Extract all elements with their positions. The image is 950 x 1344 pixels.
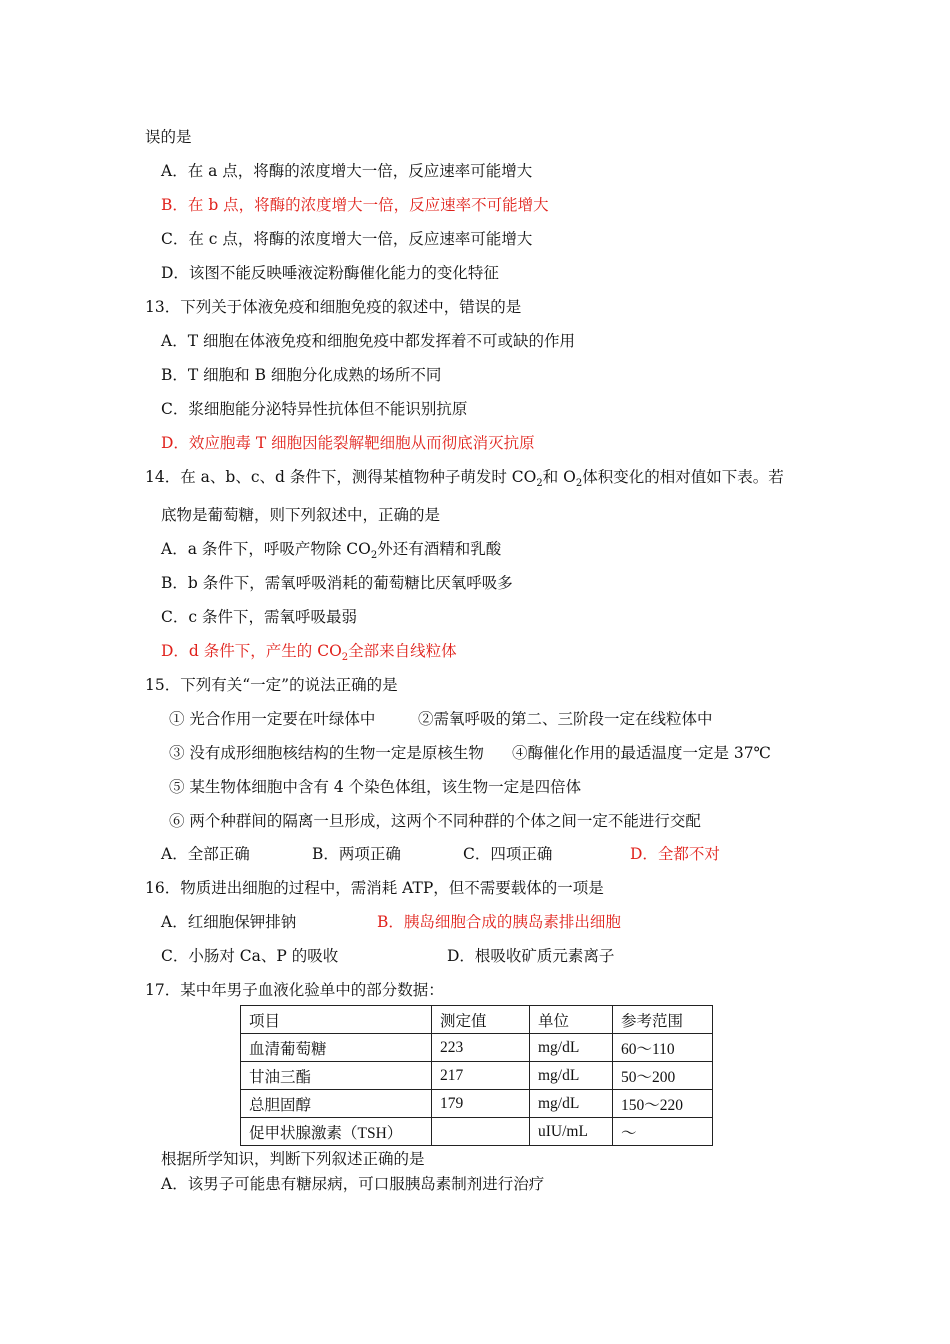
- q15-statement-5: ⑤ 某生物体细胞中含有 4 个染色体组，该生物一定是四倍体: [169, 778, 582, 796]
- table-cell: 217: [432, 1062, 530, 1090]
- q14-option-c: C．c 条件下，需氧呼吸最弱: [161, 608, 357, 626]
- q15-statement-1: ① 光合作用一定要在叶绿体中: [169, 710, 376, 728]
- table-cell: uIU/mL: [530, 1118, 613, 1146]
- q14-option-b: B．b 条件下，需氧呼吸消耗的葡萄糖比厌氧呼吸多: [161, 574, 513, 592]
- table-cell: 血清葡萄糖: [241, 1034, 432, 1062]
- q15-statement-3: ③ 没有成形细胞核结构的生物一定是原核生物: [169, 744, 484, 762]
- q14-stem-line2: 底物是葡萄糖，则下列叙述中，正确的是: [161, 506, 441, 524]
- q17-stem: 17．某中年男子血液化验单中的部分数据：: [145, 981, 444, 999]
- table-cell: [432, 1118, 530, 1146]
- q16-stem: 16．物质进出细胞的过程中，需消耗 ATP，但不需要载体的一项是: [145, 879, 604, 897]
- table-cell: mg/dL: [530, 1062, 613, 1090]
- q13-option-c: C．浆细胞能分泌特异性抗体但不能识别抗原: [161, 400, 468, 418]
- q14-option-d-answer: [161, 641, 457, 664]
- table-header-cell: 单位: [530, 1006, 613, 1034]
- q12-option-a: A．在 a 点，将酶的浓度增大一倍，反应速率可能增大: [161, 162, 533, 180]
- q14-a-part: A．a 条件下，呼吸产物除 CO: [161, 540, 371, 558]
- blood-test-table: [240, 1005, 713, 1146]
- table-cell: 促甲状腺激素（TSH）: [241, 1118, 432, 1146]
- q15-stem: 15．下列有关“一定”的说法正确的是: [145, 676, 398, 694]
- q14-d-part: D．d 条件下，产生的 CO: [161, 642, 342, 660]
- q15-option-a: A．全部正确: [161, 845, 250, 863]
- subscript: 2: [341, 652, 349, 664]
- table-cell: 150～220: [613, 1090, 713, 1118]
- subscript: 2: [575, 478, 583, 490]
- q13-stem: 13．下列关于体液免疫和细胞免疫的叙述中，错误的是: [145, 298, 522, 316]
- q12-option-d: D．该图不能反映唾液淀粉酶催化能力的变化特征: [161, 264, 499, 282]
- table-row: [241, 1118, 713, 1146]
- q16-option-b-answer: B．胰岛细胞合成的胰岛素排出细胞: [377, 913, 621, 931]
- q13-option-d-answer: D．效应胞毒 T 细胞因能裂解靶细胞从而彻底消灭抗原: [161, 434, 535, 452]
- q16-option-d: D．根吸收矿质元素离子: [447, 947, 615, 965]
- q13-option-a: A．T 细胞在体液免疫和细胞免疫中都发挥着不可或缺的作用: [161, 332, 575, 350]
- table-cell: 60～110: [613, 1034, 713, 1062]
- table-row: [241, 1034, 713, 1062]
- q14-stem-part: 14．在 a、b、c、d 条件下，测得某植物种子萌发时 CO: [145, 468, 537, 486]
- q14-stem-part: 和 O: [542, 468, 576, 486]
- q17-followup: 根据所学知识，判断下列叙述正确的是: [161, 1150, 425, 1168]
- table-cell: 223: [432, 1034, 530, 1062]
- table-row: [241, 1090, 713, 1118]
- table-cell: 50～200: [613, 1062, 713, 1090]
- table-cell: mg/dL: [530, 1034, 613, 1062]
- table-header-cell: 项目: [241, 1006, 432, 1034]
- q12-stem-tail: 误的是: [145, 128, 192, 146]
- table-cell: 总胆固醇: [241, 1090, 432, 1118]
- q14-option-a: [161, 539, 502, 562]
- q13-option-b: B．T 细胞和 B 细胞分化成熟的场所不同: [161, 366, 442, 384]
- q15-option-c: C．四项正确: [463, 845, 553, 863]
- table-header-cell: 测定值: [432, 1006, 530, 1034]
- q12-option-c: C．在 c 点，将酶的浓度增大一倍，反应速率可能增大: [161, 230, 533, 248]
- q12-option-b-answer: B．在 b 点，将酶的浓度增大一倍，反应速率不可能增大: [161, 196, 549, 214]
- table-cell: 179: [432, 1090, 530, 1118]
- table-cell: mg/dL: [530, 1090, 613, 1118]
- subscript: 2: [536, 478, 543, 490]
- table-cell: ～: [613, 1118, 713, 1146]
- q16-option-a: A．红细胞保钾排钠: [161, 913, 297, 931]
- table-row: [241, 1062, 713, 1090]
- q15-statement-6: ⑥ 两个种群间的隔离一旦形成，这两个不同种群的个体之间一定不能进行交配: [169, 812, 701, 830]
- q15-option-d-answer: D．全都不对: [630, 845, 720, 863]
- table-cell: 甘油三酯: [241, 1062, 432, 1090]
- table-header-row: [241, 1006, 713, 1034]
- q15-statement-2: ②需氧呼吸的第二、三阶段一定在线粒体中: [418, 710, 713, 728]
- q15-option-b: B．两项正确: [312, 845, 401, 863]
- table-header-cell: 参考范围: [613, 1006, 713, 1034]
- q16-option-c: C．小肠对 Ca、P 的吸收: [161, 947, 339, 965]
- q14-stem: [145, 467, 784, 490]
- subscript: 2: [370, 550, 378, 562]
- q14-a-part: 外还有酒精和乳酸: [377, 540, 502, 558]
- q17-option-a: A．该男子可能患有糖尿病，可口服胰岛素制剂进行治疗: [161, 1175, 545, 1193]
- q14-d-part: 全部来自线粒体: [348, 642, 457, 660]
- q15-statement-4: ④酶催化作用的最适温度一定是 37℃: [512, 744, 771, 762]
- q14-stem-part: 体积变化的相对值如下表。若: [582, 468, 784, 486]
